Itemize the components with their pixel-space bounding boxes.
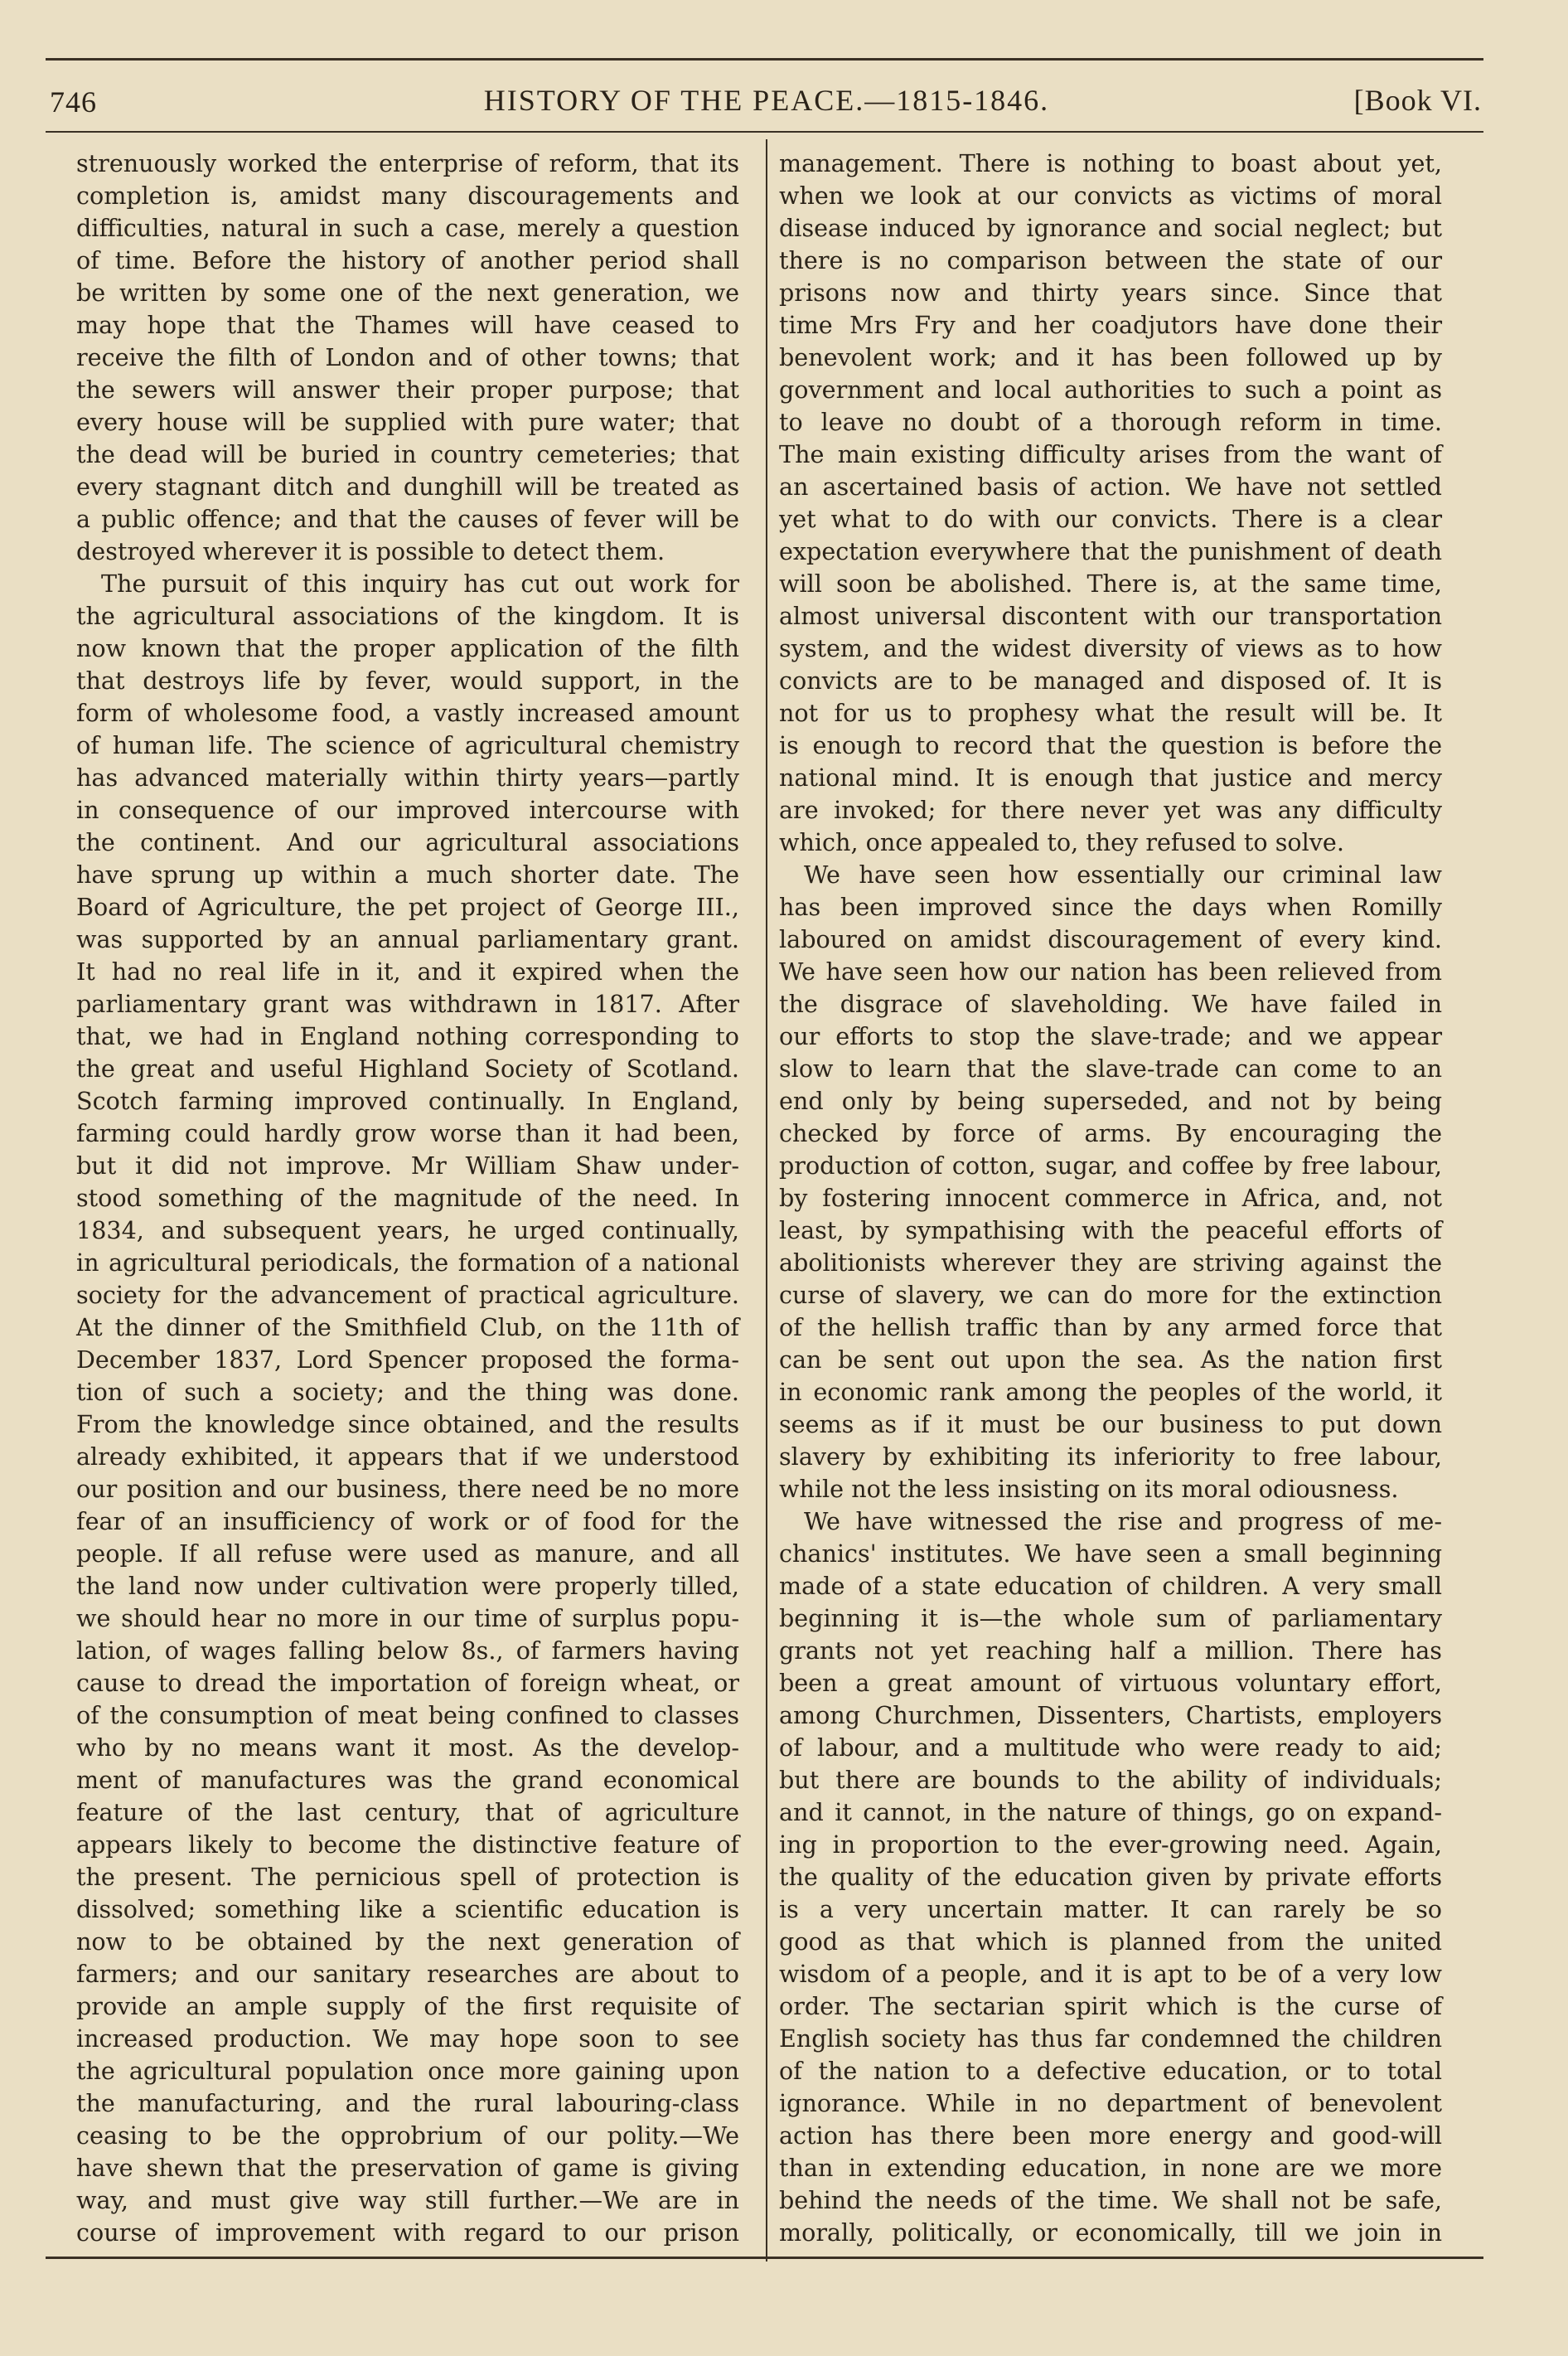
text-line: that destroys life by fever, would support, in the	[76, 667, 739, 695]
text-line: We have seen how our nation has been relieved from	[779, 957, 1442, 986]
text-line: is a very uncertain matter. It can rarely be so	[779, 1895, 1442, 1923]
text-line: fear of an insufficiency of work or of food for the	[76, 1507, 739, 1535]
text-line: of the hellish traffic than by any armed force that	[779, 1313, 1442, 1341]
text-line: production of cotton, sugar, and coffee by free labour,	[779, 1151, 1442, 1180]
text-line: among Churchmen, Dissenters, Chartists, employers	[779, 1701, 1442, 1729]
text-line: completion is, amidst many discouragements and	[76, 182, 739, 210]
text-line: of time. Before the history of another period shall	[76, 246, 739, 274]
text-line: of labour, and a multitude who were ready to aid;	[779, 1733, 1442, 1762]
text-line: dissolved; something like a scientific education is	[76, 1895, 739, 1923]
text-line: convicts are to be managed and disposed of. It is	[779, 667, 1442, 695]
left-column	[76, 148, 739, 2249]
text-line: order. The sectarian spirit which is the curse of	[779, 1992, 1442, 2020]
text-line: least, by sympathising with the peaceful efforts of	[779, 1216, 1442, 1244]
text-line: cause to dread the importation of foreign wheat, or	[76, 1669, 739, 1697]
text-line: are invoked; for there never yet was any difficulty	[779, 796, 1442, 824]
text-line: by fostering innocent commerce in Africa, and, not	[779, 1184, 1442, 1212]
text-line: farmers; and our sanitary researches are about to	[76, 1960, 739, 1988]
text-line: tion of such a society; and the thing was done.	[76, 1378, 739, 1406]
bottom-rule	[46, 2257, 1483, 2259]
text-line: expectation everywhere that the punishment of death	[779, 537, 1442, 565]
text-line: curse of slavery, we can do more for the extinction	[779, 1281, 1442, 1309]
text-line: provide an ample supply of the first requisite of	[76, 1992, 739, 2020]
text-line: an ascertained basis of action. We have not settled	[779, 473, 1442, 501]
text-line: is enough to record that the question is before the	[779, 731, 1442, 759]
text-line: will soon be abolished. There is, at the same time,	[779, 570, 1442, 598]
text-line: not for us to prophesy what the result will be. It	[779, 699, 1442, 727]
text-line: slow to learn that the slave-trade can come to an	[779, 1054, 1442, 1083]
text-line: 1834, and subsequent years, he urged continually,	[76, 1216, 739, 1244]
text-line: parliamentary grant was withdrawn in 1817. After	[76, 990, 739, 1018]
text-line: there is no comparison between the state of our	[779, 246, 1442, 274]
text-line: benevolent work; and it has been followed up by	[779, 343, 1442, 371]
text-line: yet what to do with our convicts. There is a clear	[779, 505, 1442, 533]
text-line: Board of Agriculture, the pet project of George III.,	[76, 893, 739, 921]
text-line: It had no real life in it, and it expired when the	[76, 957, 739, 986]
text-line: than in extending education, in none are we more	[779, 2154, 1442, 2182]
text-line: wisdom of a people, and it is apt to be of a very low	[779, 1960, 1442, 1988]
text-line: the agricultural associations of the kingdom. It is	[76, 602, 739, 630]
text-line: behind the needs of the time. We shall not be safe,	[779, 2186, 1442, 2214]
text-line: the continent. And our agricultural associations	[76, 828, 739, 856]
text-line: been a great amount of virtuous voluntary effort,	[779, 1669, 1442, 1697]
text-line: beginning it is—the whole sum of parliamentary	[779, 1604, 1442, 1632]
text-line: but it did not improve. Mr William Shaw under-	[76, 1151, 739, 1180]
text-line: our position and our business, there need be no more	[76, 1475, 739, 1503]
text-line: the manufacturing, and the rural labouring-class	[76, 2089, 739, 2117]
right-column	[779, 148, 1442, 2249]
text-line: has advanced materially within thirty years—partly	[76, 764, 739, 792]
text-line: have shewn that the preservation of game is giving	[76, 2154, 739, 2182]
text-line: the dead will be buried in country cemeteries; that	[76, 440, 739, 468]
text-line: now to be obtained by the next generation of	[76, 1927, 739, 1956]
text-line: farming could hardly grow worse than it had been,	[76, 1119, 739, 1147]
text-line: the great and useful Highland Society of Scotland.	[76, 1054, 739, 1083]
text-line: disease induced by ignorance and social neglect; but	[779, 214, 1442, 242]
text-line: From the knowledge since obtained, and the results	[76, 1410, 739, 1438]
text-line: our efforts to stop the slave-trade; and we appear	[779, 1022, 1442, 1050]
text-line: who by no means want it most. As the develop-	[76, 1733, 739, 1762]
text-line: the quality of the education given by private efforts	[779, 1863, 1442, 1891]
text-line: have sprung up within a much shorter date. The	[76, 860, 739, 889]
text-line: of human life. The science of agricultural chemistry	[76, 731, 739, 759]
text-line: we should hear no more in our time of surplus popu-	[76, 1604, 739, 1632]
text-line: course of improvement with regard to our prison	[76, 2218, 739, 2247]
text-line: time Mrs Fry and her coadjutors have done their	[779, 311, 1442, 339]
text-line: Scotch farming improved continually. In England,	[76, 1087, 739, 1115]
text-line: national mind. It is enough that justice and mercy	[779, 764, 1442, 792]
text-line: the sewers will answer their proper purpose; that	[76, 376, 739, 404]
text-line: but there are bounds to the ability of individuals;	[779, 1766, 1442, 1794]
text-line: morally, politically, or economically, till we join in	[779, 2218, 1442, 2247]
text-line: while not the less insisting on its moral odiousness.	[779, 1475, 1399, 1503]
text-line: management. There is nothing to boast about yet,	[779, 149, 1442, 177]
text-line: almost universal discontent with our transportation	[779, 602, 1442, 630]
text-line: ignorance. While in no department of benevolent	[779, 2089, 1442, 2117]
text-line: may hope that the Thames will have ceased to	[76, 311, 739, 339]
column-divider	[766, 139, 767, 2261]
header-rule	[46, 131, 1483, 133]
text-line: grants not yet reaching half a million. There has	[779, 1636, 1442, 1665]
text-line: lation, of wages falling below 8s., of farmers having	[76, 1636, 739, 1665]
text-line: has been improved since the days when Romilly	[779, 893, 1442, 921]
text-line: was supported by an annual parliamentary grant.	[76, 925, 739, 953]
running-title: HISTORY OF THE PEACE.—1815-1846.	[483, 84, 1050, 117]
text-line: society for the advancement of practical agriculture.	[76, 1281, 739, 1309]
text-line: At the dinner of the Smithfield Club, on the 11th of	[76, 1313, 739, 1341]
text-line: prisons now and thirty years since. Since that	[779, 279, 1442, 307]
text-line: appears likely to become the distinctive feature of	[76, 1830, 739, 1859]
text-line: the agricultural population once more gaining upon	[76, 2057, 739, 2085]
text-line: way, and must give way still further.—We are in	[76, 2186, 739, 2214]
text-line: seems as if it must be our business to put down	[779, 1410, 1442, 1438]
text-line: ment of manufactures was the grand economical	[76, 1766, 739, 1794]
text-line: feature of the last century, that of agriculture	[76, 1798, 739, 1826]
text-line: English society has thus far condemned the children	[779, 2024, 1442, 2053]
text-line: action has there been more energy and good-will	[779, 2121, 1442, 2150]
text-line: of the consumption of meat being confined to classes	[76, 1701, 739, 1729]
text-line: stood something of the magnitude of the need. In	[76, 1184, 739, 1212]
text-line: already exhibited, it appears that if we understood	[76, 1442, 739, 1471]
text-line: in economic rank among the peoples of the world, it	[779, 1378, 1442, 1406]
text-line: form of wholesome food, a vastly increased amount	[76, 699, 739, 727]
running-header	[50, 80, 1483, 129]
text-line: government and local authorities to such a point as	[779, 376, 1442, 404]
text-line: can be sent out upon the sea. As the nation first	[779, 1345, 1442, 1374]
text-line: that, we had in England nothing corresponding to	[76, 1022, 739, 1050]
text-line: We have seen how essentially our criminal law	[804, 860, 1442, 889]
text-line: a public offence; and that the causes of fever will be	[76, 505, 739, 533]
text-line: be written by some one of the next generation, we	[76, 279, 739, 307]
text-line: chanics' institutes. We have seen a small beginning	[779, 1539, 1442, 1568]
book-reference: [Book VI.	[1353, 84, 1482, 117]
text-line: the present. The pernicious spell of protection is	[76, 1863, 739, 1891]
text-line: The pursuit of this inquiry has cut out work for	[101, 570, 739, 598]
text-line: when we look at our convicts as victims of moral	[779, 182, 1442, 210]
text-line: ceasing to be the opprobrium of our polity.—We	[76, 2121, 739, 2150]
text-line: difficulties, natural in such a case, merely a question	[76, 214, 739, 242]
text-line: made of a state education of children. A very small	[779, 1572, 1442, 1600]
text-line: December 1837, Lord Spencer proposed the forma-	[76, 1345, 739, 1374]
text-line: people. If all refuse were used as manure, and all	[76, 1539, 739, 1568]
text-line: increased production. We may hope soon to see	[76, 2024, 739, 2053]
text-line: destroyed wherever it is possible to detect them.	[76, 537, 665, 565]
text-line: slavery by exhibiting its inferiority to free labour,	[779, 1442, 1442, 1471]
text-line: of the nation to a defective education, or to total	[779, 2057, 1442, 2085]
text-line: in agricultural periodicals, the formation of a national	[76, 1248, 739, 1277]
text-line: which, once appealed to, they refused to solve.	[779, 828, 1344, 856]
text-line: system, and the widest diversity of views as to how	[779, 634, 1442, 662]
text-line: now known that the proper application of the filth	[76, 634, 739, 662]
text-line: the land now under cultivation were properly tilled,	[76, 1572, 739, 1600]
text-line: strenuously worked the enterprise of reform, that its	[76, 149, 739, 177]
text-line: in consequence of our improved intercourse with	[76, 796, 739, 824]
text-line: end only by being superseded, and not by being	[779, 1087, 1442, 1115]
text-line: the disgrace of slaveholding. We have failed in	[779, 990, 1442, 1018]
text-line: checked by force of arms. By encouraging the	[779, 1119, 1442, 1147]
text-line: every stagnant ditch and dunghill will be treated as	[76, 473, 739, 501]
text-line: to leave no doubt of a thorough reform in time.	[779, 408, 1442, 436]
top-rule	[46, 58, 1483, 61]
text-line: We have witnessed the rise and progress of me-	[804, 1507, 1442, 1535]
text-line: and it cannot, in the nature of things, go on expand-	[779, 1798, 1442, 1826]
text-line: receive the filth of London and of other towns; that	[76, 343, 739, 371]
text-line: abolitionists wherever they are striving against the	[779, 1248, 1442, 1277]
text-line: ing in proportion to the ever-growing need. Again,	[779, 1830, 1442, 1859]
page-number: 746	[50, 85, 97, 119]
text-line: every house will be supplied with pure water; that	[76, 408, 739, 436]
text-line: good as that which is planned from the united	[779, 1927, 1442, 1956]
text-line: The main existing difficulty arises from the want of	[779, 440, 1442, 468]
text-line: laboured on amidst discouragement of every kind.	[779, 925, 1442, 953]
